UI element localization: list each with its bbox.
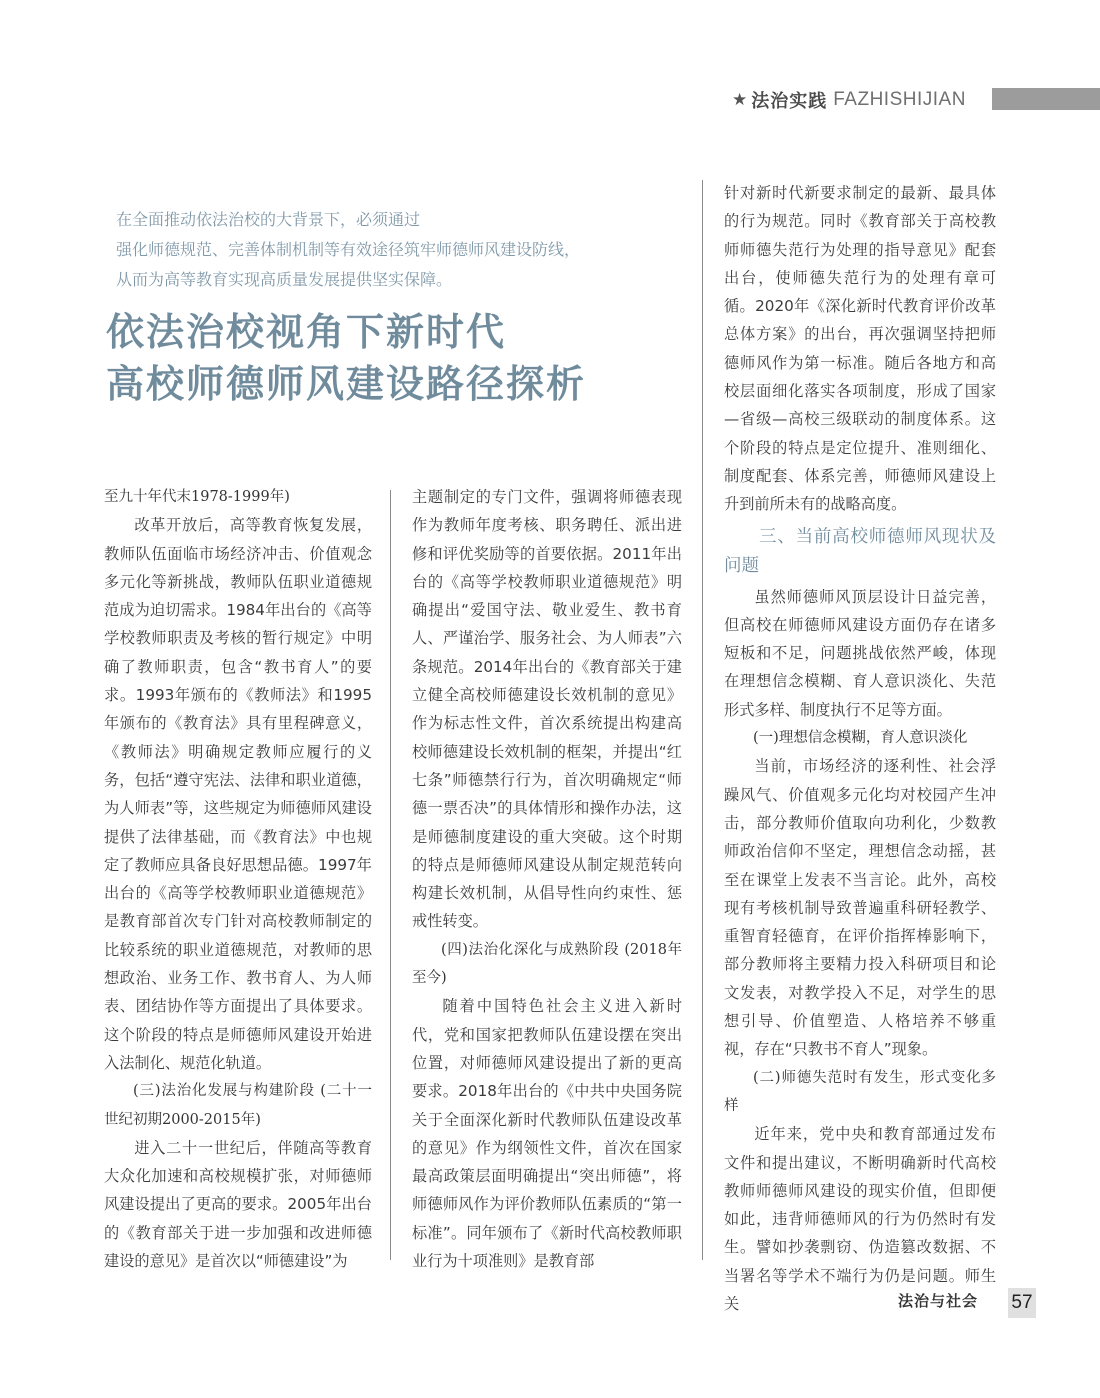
- page-number: 57: [1008, 1288, 1036, 1318]
- lead-line: 强化师德规范、完善体制机制等有效途径筑牢师德师风建设防线，: [116, 240, 581, 259]
- article-lead: [116, 205, 636, 295]
- paragraph-continuation: 针对新时代新要求制定的最新、最具体的行为规范。同时《教育部关于高校教师师德失范行为处理的指导意见》配套出台，使师德失范行为的处理有章可循。2020年《深化新时代教育评价改革总体方案》的出台，再次强调坚持把师德师风作为第一标准。随后各地方和高校层面细化落实各项制度，形成了国家—省级—高校三级联动的制度体系。这个阶段的特点是定位提升、准则细化、制度配套、体系完善，师德师风建设上升到前所未有的战略高度。: [724, 184, 996, 514]
- section-heading: 三、当前高校师德师风现状及问题: [724, 526, 996, 576]
- title-line-1: 依法治校视角下新时代: [106, 310, 507, 354]
- subheading: (三)法治化发展与构建阶段 (二十一世纪初期2000-2015年): [104, 1083, 372, 1128]
- subheading: (二)师德失范时有发生，形式变化多样: [724, 1069, 996, 1114]
- paragraph: 随着中国特色社会主义进入新时代，党和国家把教师队伍建设摆在突出位置，对师德师风建设提出了新的更高要求。2018年出台的《中共中央国务院关于全面深化新时代教师队伍建设改革的意见》作为纲领性文件，首次在国家最高政策层面明确提出“突出师德”，将师德师风作为评价教师队伍素质的“第一标准”。同年颁布了《新时代高校教师职业行为十项准则》是教育部: [412, 997, 682, 1271]
- section-name-cn: 法治实践: [751, 91, 828, 112]
- paragraph: 当前，市场经济的逐利性、社会浮躁风气、价值观多元化均对校园产生冲击，部分教师价值取向功利化，少数教师政治信仰不坚定，理想信念动摇，甚至在课堂上发表不当言论。此外，高校现有考核机制导致普遍重科研轻教学、重智育轻德育，在评价指挥棒影响下，部分教师将主要精力投入科研项目和论文发表，对教学投入不足，对学生的思想引导、价值塑造、人格培养不够重视，存在“只教书不育人”现象。: [724, 757, 996, 1059]
- column-divider: [702, 180, 703, 1260]
- paragraph: 改革开放后，高等教育恢复发展，教师队伍面临市场经济冲击、价值观念多元化等新挑战，教师队伍职业道德规范成为迫切需求。1984年出台的《高等学校教师职责及考核的暂行规定》中明确了教师职责，包含“教书育人”的要求。1993年颁布的《教师法》和1995年颁布的《教育法》具有里程碑意义，《教师法》明确规定教师应履行的义务，包括“遵守宪法、法律和职业道德，为人师表”等，这些规定为师德师风建设提供了法律基础，而《教育法》中也规定了教师应具备良好思想品德。1997年出台的《高等学校教师职业道德规范》是教育部首次专门针对高校教师制定的比较系统的职业道德规范，对教师的思想政治、业务工作、教书育人、为人师表、团结协作等方面提出了具体要求。这个阶段的特点是师德师风建设开始进入法制化、规范化轨道。: [104, 516, 372, 1072]
- article-title: [106, 306, 586, 410]
- paragraph: 虽然师德师风顶层设计日益完善，但高校在师德师风建设方面仍存在诸多短板和不足，问题挑战依然严峻，体现在理想信念模糊、育人意识淡化、失范形式多样、制度执行不足等方面。: [724, 587, 996, 719]
- section-header: [732, 86, 966, 114]
- subheading: (四)法治化深化与成熟阶段 (2018年至今): [412, 941, 682, 987]
- star-icon: ★: [732, 90, 748, 110]
- text-column-2: [412, 483, 682, 1275]
- column-divider: [390, 490, 391, 1260]
- paragraph: 进入二十一世纪后，伴随高等教育大众化加速和高校规模扩张，对师德师风建设提出了更高的要求。2005年出台的《教育部关于进一步加强和改进师德建设的意见》是首次以“师德建设”为: [104, 1138, 372, 1271]
- publication-name: 法治与社会: [898, 1292, 979, 1310]
- text-column-3: [724, 179, 996, 1318]
- title-line-2: 高校师德师风建设路径探析: [106, 362, 587, 406]
- paragraph-continuation: 主题制定的专门文件，强调将师德表现作为教师年度考核、职务聘任、派出进修和评优奖励等的首要依据。2011年出台的《高等学校教师职业道德规范》明确提出“爱国守法、敬业爱生、教书育人、严谨治学、服务社会、为人师表”六条规范。2014年出台的《教育部关于建立健全高校师德建设长效机制的意见》作为标志性文件，首次系统提出构建高校师德建设长效机制的框架，并提出“红七条”师德禁行行为，首次明确规定“师德一票否决”的具体情形和操作办法，这是师德制度建设的重大突破。这个时期的特点是师德师风建设从制定规范转向构建长效机制，从倡导性向约束性、惩戒性转变。: [412, 488, 682, 931]
- paragraph: 近年来，党中央和教育部通过发布文件和提出建议，不断明确新时代高校教师师德师风建设的现实价值，但即便如此，违背师德师风的行为仍然时有发生。譬如抄袭剽窃、伪造篡改数据、不当署名等学术不端行为仍是问题。师生关: [724, 1125, 996, 1313]
- lead-line: 从而为高等教育实现高质量发展提供坚实保障。: [116, 270, 453, 289]
- section-name-en: FAZHISHIJIAN: [833, 89, 966, 110]
- lead-line: 在全面推动依法治校的大背景下，必须通过: [116, 210, 421, 229]
- header-decorative-bar: [992, 88, 1100, 110]
- subheading-continuation: 至九十年代末1978-1999年): [104, 489, 290, 505]
- subheading: (一)理想信念模糊，育人意识淡化: [753, 730, 968, 747]
- text-column-1: [104, 483, 372, 1275]
